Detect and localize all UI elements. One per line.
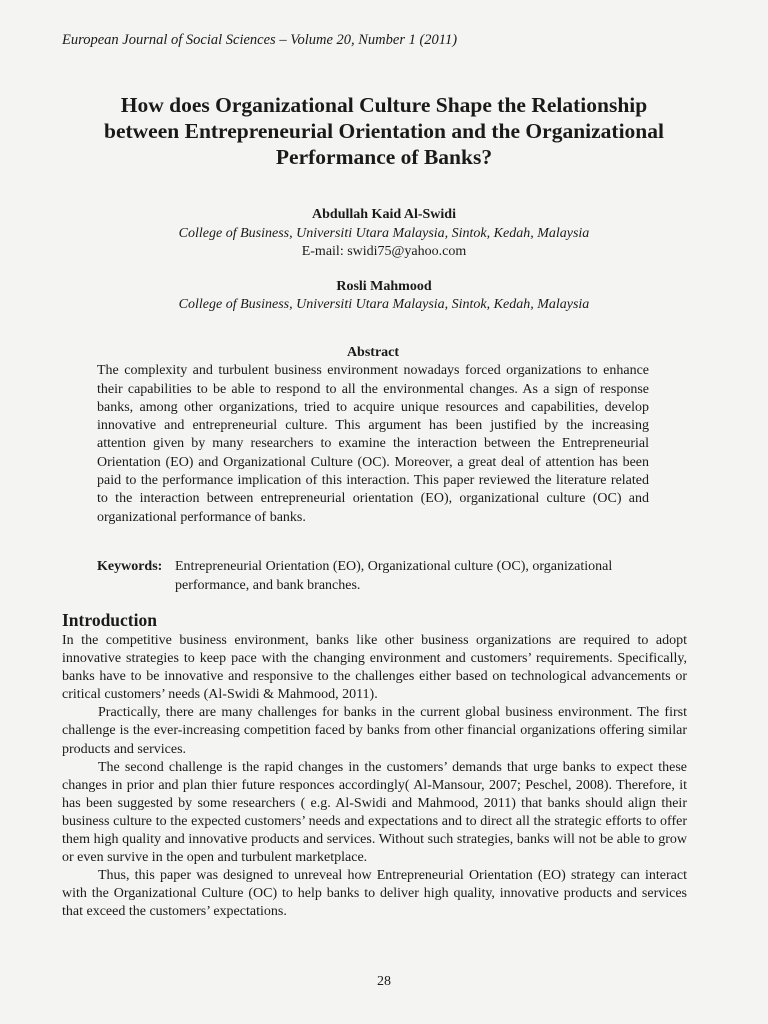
title-line: Performance of Banks?: [275, 145, 493, 169]
title-line: between Entrepreneurial Orientation and the Organizational: [104, 119, 664, 143]
page-number: 28: [377, 974, 391, 989]
introduction-heading: Introduction: [62, 610, 157, 630]
author-name: Abdullah Kaid Al-Swidi: [312, 207, 456, 222]
author-name: Rosli Mahmood: [336, 278, 432, 294]
keywords-label: Keywords:: [97, 559, 163, 574]
abstract-body: The complexity and turbulent business environment nowadays forced organizations to enhance their capabilities to be able to respond to all the environmental changes. As a sign of response banks, among other organizations, tried to acquire unique resources and capabilities, develop innovative and entrepreneurial culture. This argument has been justified by the increasing attention given by many researchers to examine the interaction between the Entrepreneurial Orientation (EO) and Organizational Culture (OC). Moreover, a great deal of attention has been paid to the performance implication of this interaction. This paper reviewed the literature related to the interaction between entrepreneurial orientation (EO), organizational culture (OC) and organizational performance of banks.: [97, 363, 649, 525]
paragraph: Thus, this paper was designed to unreveal how Entrepreneurial Orientation (EO) strategy can interact with the Organizational Culture (OC) to help banks to deliver high quality, innovative products and services that exceed the customers’ expectations.: [62, 868, 687, 920]
author-affiliation: College of Business, Universiti Utara Malaysia, Sintok, Kedah, Malaysia: [178, 297, 590, 312]
abstract-section: [97, 344, 649, 527]
author-block: [62, 206, 706, 315]
abstract-heading: Abstract: [346, 345, 400, 360]
paragraph: Practically, there are many challenges for banks in the current global business environment. The first challenge is the ever-increasing competition faced by banks from other financial organizations offering similar products and services.: [62, 705, 687, 757]
keywords-section: [97, 557, 649, 595]
keywords-text: Entrepreneurial Orientation (EO), Organizational culture (OC), organizational performance, and bank branches.: [175, 559, 613, 593]
paper-title: [62, 92, 706, 170]
paragraph: The second challenge is the rapid changes in the customers’ demands that urge banks to expect these changes in prior and plan thier future responces accordingly( Al-Mansour, 2007; Peschel, 2008). Therefore, it has been suggested by some researchers ( e.g. Al-Swidi and Mahmood, 2011) that banks should align their business culture to the expected customers’ needs and expectations and to direct all the strategic efforts to offer them high quality and innovative products and services. Without such strategies, banks will not be able to grow or even survive in the open and turbulent marketplace.: [62, 759, 687, 866]
introduction-body: [62, 632, 687, 922]
author-email: E-mail: swidi75@yahoo.com: [301, 244, 467, 259]
author-affiliation: College of Business, Universiti Utara Malaysia, Sintok, Kedah, Malaysia: [178, 225, 590, 241]
journal-header: European Journal of Social Sciences – Volume 20, Number 1 (2011): [62, 32, 458, 48]
paragraph: In the competitive business environment, banks like other business organizations are required to adopt innovative strategies to keep pace with the changing environment and customers’ requirements. Specifically, banks have to be innovative and responsive to the challenges either based on technological advancements or critical customers’ needs (Al-Swidi & Mahmood, 2011).: [62, 633, 687, 703]
title-line: How does Organizational Culture Shape the Relationship: [120, 93, 648, 117]
